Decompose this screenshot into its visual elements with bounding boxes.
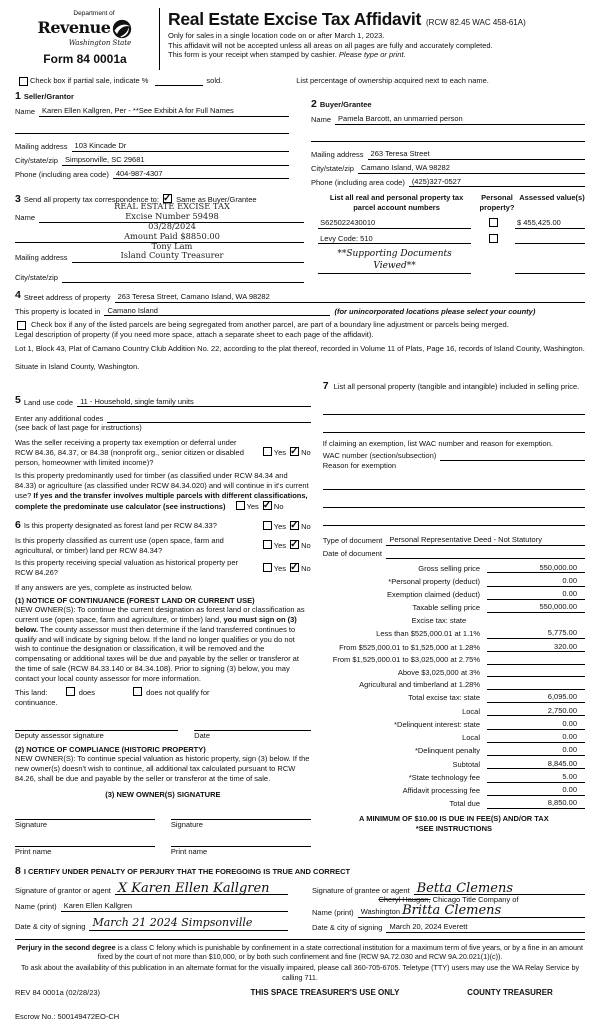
- q6b-yes-checkbox[interactable]: [263, 540, 272, 549]
- tax-computation-table: Gross selling price 550,000.00 *Personal property (deduct) 0.00 Exemption claimed (deduct) 0.00 Taxable selling price 550,000.00 Excise tax: state Less than $525,000.01 at 1.1% 5,775.00 From $525,000.01 to $1,525,000 at 1.28% 320.00 From $1,525,000.01 to $3,025,000 at 2.75% Above $3,025,000 at 3% Agricultural and timberland at 1.28% Total excise tax: state 6,095.00 Local 2,750.00 *Delinquent interest: state 0.00 Local 0.00 *Delinquent penalty 0.00 Subtotal 8,845.00 *State technology fee 5.00 Affidavit processing fee 0.00 Total due 8,850.00: [323, 563, 585, 810]
- form-number: Form 84 0001a: [43, 52, 127, 67]
- legal-description-text: Lot 1, Block 43, Plat of Camano Country Club Addition No. 22, according to the plat thereof, recorded in Volume 11 of Plats, Page 16, records of Island County, Washington.: [15, 344, 585, 354]
- parcel-numbers-header: List all real and personal property tax parcel account numbers: [329, 193, 464, 213]
- corr-csz-field[interactable]: [62, 273, 304, 283]
- q5a-yes-checkbox[interactable]: [263, 447, 272, 456]
- section-7-number: 7: [322, 379, 329, 392]
- owner-signature-2-line[interactable]: [171, 809, 311, 820]
- supporting-docs-row: [318, 249, 585, 273]
- subtotal-field[interactable]: 8,845.00: [487, 759, 585, 770]
- reason-exemption-label: Reason for exemption: [322, 461, 397, 471]
- dept-of-label: Department of: [73, 10, 115, 17]
- seller-name2-field[interactable]: [15, 124, 289, 134]
- land-use-label: Land use code: [23, 397, 74, 407]
- grantee-signature-label: Signature of grantee or agent: [312, 885, 410, 895]
- same-as-buyer-label: Same as Buyer/Grantee: [176, 195, 257, 205]
- tier2-tax-field[interactable]: 320.00: [487, 642, 585, 653]
- local-tax-field[interactable]: 2,750.00: [487, 706, 585, 717]
- land-use-field[interactable]: 11 - Household, single family units: [77, 397, 311, 408]
- parties-section: [15, 90, 585, 188]
- seller-grantor-block: [15, 90, 289, 188]
- owner-signature-1-block: [15, 809, 155, 830]
- personal-property-line-2[interactable]: [323, 423, 585, 433]
- buyer-heading: Buyer/Grantee: [319, 99, 372, 109]
- seller-phone-label: Phone (including area code): [15, 169, 109, 179]
- corr-csz-label: City/state/zip: [15, 273, 58, 283]
- deputy-assessor-signature-block: [15, 720, 178, 741]
- personal-property-heading: List all personal property (tangible and intangible) included in selling price.: [333, 381, 580, 391]
- state-technology-fee-field[interactable]: 5.00: [487, 772, 585, 783]
- revenue-wordmark: Revenue: [37, 18, 111, 38]
- stamp-line-6: Island County Treasurer: [120, 250, 224, 261]
- located-in-label: This property is located in: [15, 306, 101, 316]
- tax-correspondence-section: [15, 193, 585, 283]
- q6b-no-checkbox[interactable]: [290, 540, 299, 549]
- correspondence-heading: Send all property tax correspondence to:: [23, 195, 159, 205]
- tier3-tax-field[interactable]: [487, 655, 585, 665]
- grantee-signature-block: [312, 879, 585, 933]
- street-address-field[interactable]: 263 Teresa Street, Camano Island, WA 98282: [115, 292, 585, 303]
- personal-property-line-1[interactable]: [323, 405, 585, 415]
- this-land-label: This land:: [15, 688, 48, 698]
- owner-print-2-line[interactable]: [171, 836, 311, 847]
- grantor-date-label: Date & city of signing: [15, 921, 86, 931]
- taxable-selling-price-field[interactable]: 550,000.00: [487, 602, 585, 613]
- new-owners-signature-title: (3) NEW OWNER(S) SIGNATURE: [105, 789, 221, 799]
- tier4-tax-field[interactable]: [487, 667, 585, 677]
- seller-name-field[interactable]: Karen Ellen Kallgren, Per - **See Exhibit A for Full Names: [39, 106, 289, 117]
- personal-property-checkbox-2[interactable]: [489, 234, 498, 243]
- excise-tax-state-header: Excise tax: state: [411, 616, 467, 626]
- segregated-parcel-label: Check box if any of the listed parcels are being segregated from another parcel, are part of a boundary line adjustment or parcels being merged.: [31, 320, 509, 330]
- page-title: Real Estate Excise Tax Affidavit: [168, 9, 422, 29]
- delinquent-interest-state-field[interactable]: 0.00: [487, 719, 585, 730]
- grantor-date-field[interactable]: March 21 2024 Simpsonville: [89, 916, 288, 931]
- dor-swirl-icon: [112, 19, 132, 39]
- exemption-claimed-field[interactable]: 0.00: [487, 589, 585, 600]
- type-of-document-label: Type of document: [322, 535, 383, 545]
- situate-text: Situate in Island County, Washington.: [15, 361, 140, 371]
- header-divider: [159, 8, 160, 70]
- total-due-field[interactable]: 8,850.00: [487, 798, 585, 809]
- total-excise-state-field[interactable]: 6,095.00: [487, 692, 585, 703]
- buyer-csz-field[interactable]: Camano Island, WA 98282: [358, 163, 585, 174]
- header-note-1: Only for sales in a single location code on or after March 1, 2023.: [168, 30, 385, 40]
- certification-statement: I CERTIFY UNDER PENALTY OF PERJURY THAT THE FOREGOING IS TRUE AND CORRECT: [23, 866, 351, 876]
- street-address-label: Street address of property: [23, 292, 111, 302]
- exemption-note: If claiming an exemption, list WAC number and reason for exemption.: [322, 439, 553, 449]
- buyer-name2-field[interactable]: [311, 132, 585, 142]
- q5b-yes-checkbox[interactable]: [236, 501, 245, 510]
- sold-label: sold.: [206, 76, 223, 85]
- section-8-number: 8: [15, 864, 21, 877]
- property-address-section: [15, 289, 585, 372]
- q5a-no-checkbox[interactable]: [290, 447, 299, 456]
- stamp-line-1: REAL ESTATE EXCISE TAX: [114, 201, 230, 212]
- stamp-line-4: Amount Paid $8850.00: [124, 230, 220, 241]
- reason-line-2[interactable]: [323, 498, 585, 508]
- notice-continuance-title: (1) NOTICE OF CONTINUANCE (FOREST LAND OR CURRENT USE): [15, 595, 255, 605]
- personal-property-header: Personal property?: [479, 193, 515, 213]
- seller-phone-field[interactable]: 404-987-4307: [113, 169, 289, 180]
- timber-agriculture-question: Is this property predominantly used for timber (as classified under RCW 84.34 and 84.33) or agriculture (as classified under RCW 84.34.020) and will continue in it's current use? If yes and the transfer involves multiple parcels with different classifications, complete the predominate use calculator (see instructions) Yes ✓ No: [15, 471, 311, 511]
- wac-number-field[interactable]: [440, 451, 585, 461]
- parcel-table: [318, 193, 585, 283]
- type-or-print-note: Please type or print.: [338, 50, 406, 60]
- header-note-3: This form is your receipt when stamped by cashier. Please type or print.: [168, 50, 406, 60]
- historical-property-question: Is this property receiving special valuation as historical property per RCW 84.26?: [15, 558, 239, 578]
- escrow-number: Escrow No.: 500149472EO-CH: [15, 1012, 120, 1022]
- washington-state-label: Washington State: [68, 39, 132, 48]
- buyer-name-label: Name: [311, 115, 332, 125]
- seller-name-label: Name: [15, 107, 36, 117]
- buyer-name-field[interactable]: Pamela Barcott, an unmarried person: [335, 114, 585, 125]
- owner-signature-2-block: [171, 809, 311, 830]
- seller-address-label: Mailing address: [15, 142, 68, 152]
- levy-code-field[interactable]: Levy Code: 510: [318, 234, 471, 245]
- supporting-documents-stamp: **Supporting Documents Viewed**: [318, 249, 471, 273]
- page-footer: [15, 988, 585, 998]
- reason-line-1[interactable]: [323, 480, 585, 490]
- title-company-note: Cheryl Haugan, Chicago Title Company of: [378, 895, 519, 905]
- minimum-due-note: A MINIMUM OF $10.00 IS DUE IN FEE(S) AND/OR TAX: [358, 814, 549, 824]
- owner-signature-2-label: Signature: [170, 820, 203, 830]
- deputy-assessor-signature-line[interactable]: [15, 720, 178, 731]
- partial-sale-checkbox[interactable]: [19, 77, 28, 86]
- current-use-question: Is this property classified as current use (open space, farm and agricultural, or timber) land per RCW 84.34?: [15, 535, 224, 555]
- delinquent-interest-local-field[interactable]: 0.00: [487, 732, 585, 743]
- rcw-reference: (RCW 82.45 WAC 458-61A): [426, 18, 526, 27]
- left-column: 5 Land use code 11 - Household, single family units Enter any additional codes (see back of last page for instructions) Was the seller receiving a property tax exemption or deferral under RCW 84.36, 84.37, or 84.38 (nonprofit org., senior citizen or disabled person, homeowner with limited income)? Yes ✓ No Is this property predominantly used for timber (as classified under RCW 84.34 and 84.33) or agriculture (as classified under RCW 84.34.020) and will continue in it's current use? If yes and the transfer involves multiple parcels with different classifications, complete the predominate use calculator (see instructions) Yes ✓ No 6 Is this property designated as forest land per RCW 84.33? Yes ✓ No Is this property classified as current use (open space, farm and agricultural, or timber) land per RCW 84.34? Yes ✓ No Is this property receiving special valuation as historical property per RCW 84.26? Yes ✓ No If any answers are yes, complete as instructed below. (1) NOTICE OF CONTINUANCE (FOREST LAND OR CURRENT USE) NEW OWNER(S): To continue the current designation as forest land or classification as current use (open space, farm and agriculture, or timber) land, you must sign on (3) below. The county assessor must then determine if the land transferred continues to qualify and will indicate by signing below. If the land no longer qualifies or you do not wish to continue the designation or classification, it will be removed and the compensating or additional taxes will be due and payable by the seller or transferor at the time of sale (RCW 84.33.140 or 84.34.108). Prior to signing (3) below, you may contact your local county assessor for more information. This land: does does not qualify for continuance. Deputy assessor signature Date (2) NOTICE OF COMPLIANCE (HISTORIC PROPERTY) NEW OWNER(S): To continue special valuation as historic property, sign (3) below. If the new owner(s) doesn't wish to continue, all additional tax calculated pursuant to RCW 84.26, shall be due and payable by the seller or transferor at the time of sale. (3) NEW OWNER(S) SIGNATURE Signature Signature Print name Print name: [15, 380, 311, 857]
- continuance-label: continuance.: [15, 698, 58, 708]
- personal-property-deduct-field[interactable]: 0.00: [487, 576, 585, 587]
- tier1-tax-field[interactable]: 5,775.00: [487, 628, 585, 639]
- grantee-print-label: Name (print): [312, 908, 354, 918]
- section-1-number: 1: [15, 89, 21, 102]
- personal-property-section: [323, 380, 585, 394]
- additional-codes-note: (see back of last page for instructions): [15, 423, 142, 433]
- grantee-date-field[interactable]: March 20, 2024 Everett: [386, 922, 585, 933]
- notice-compliance-title: (2) NOTICE OF COMPLIANCE (HISTORIC PROPERTY): [15, 744, 206, 754]
- seller-address-field[interactable]: 103 Kincade Dr: [72, 141, 289, 152]
- corr-name-label: Name: [15, 213, 36, 223]
- certification-section: [15, 865, 585, 933]
- buyer-phone-field[interactable]: (425)327-0527: [409, 177, 585, 188]
- grantor-signature-field[interactable]: X Karen Ellen Kallgren: [115, 883, 288, 896]
- q6a-yes-checkbox[interactable]: [263, 521, 272, 530]
- notice-continuance-body: NEW OWNER(S): To continue the current designation as forest land or classification as current use (open space, farm and agriculture, or timber) land, you must sign on (3) below. The county assessor must then determine if the land transferred continues to qualify and will indicate by signing below. If the land no longer qualifies or you do not wish to continue the designation or classification, it will be removed and the compensating or additional taxes will be due and payable by the seller or transferor at the time of sale (RCW 84.33.140 or 84.34.108). Prior to signing (3) below, you may contact your local county assessor for more information.: [15, 605, 305, 683]
- grantee-print-handwriting: Britta Clemens: [402, 903, 502, 919]
- additional-codes-label: Enter any additional codes: [15, 413, 104, 423]
- delinquent-penalty-field[interactable]: 0.00: [487, 745, 585, 756]
- grantor-signature-block: [15, 879, 288, 933]
- q5b-no-checkbox[interactable]: [263, 501, 272, 510]
- notice-compliance-body: NEW OWNER(S): To continue special valuation as historic property, sign (3) below. If the new owner(s) doesn't wish to continue, all additional tax calculated pursuant to RCW 84.26, shall be due and payable by the seller or transferor at the time of sale.: [15, 754, 310, 783]
- correspondence-block: [15, 193, 304, 283]
- this-land-row: This land: does does not qualify for: [15, 688, 210, 698]
- ownership-percent-note: List percentage of ownership acquired next to each name.: [296, 76, 489, 85]
- segregated-parcel-checkbox[interactable]: [17, 321, 26, 330]
- q6c-no-checkbox[interactable]: [290, 563, 299, 572]
- grantee-date-label: Date & city of signing: [312, 922, 383, 932]
- header-note-2: This affidavit will not be accepted unless all areas on all pages are fully and accurately completed.: [168, 40, 493, 50]
- located-in-field[interactable]: Camano Island: [104, 306, 330, 317]
- grantee-signature-field[interactable]: Betta Clemens: [414, 883, 585, 896]
- seller-heading: Seller/Grantor: [23, 91, 74, 101]
- section-3-number: 3: [15, 193, 21, 206]
- wac-number-label: WAC number (section/subsection): [322, 451, 437, 461]
- assessed-value-field-3[interactable]: [515, 264, 585, 274]
- owner-signature-1-label: Signature: [15, 820, 48, 830]
- rev-number: REV 84 0001a (02/28/23): [15, 987, 101, 997]
- alternate-format-notice: To ask about the availability of this publication in an alternate format for the visually impaired, please call 360-705-6705. Teletype (TTY) users may use the WA Relay Service by calling 711.: [20, 963, 580, 982]
- grantor-signature-label: Signature of grantor or agent: [15, 885, 111, 895]
- corr-address-label: Mailing address: [15, 253, 68, 263]
- partial-sale-label: Check box if partial sale, indicate %: [30, 76, 149, 85]
- date-of-document-field[interactable]: [386, 549, 585, 559]
- owner-signature-1-line[interactable]: [15, 809, 155, 820]
- form-header: [15, 6, 585, 70]
- owner-print-2-label: Print name: [170, 847, 208, 857]
- any-answers-yes-note: If any answers are yes, complete as instructed below.: [15, 582, 193, 592]
- perjury-notice: Perjury in the second degree is a class C felony which is punishable by confinement in a state correctional institution for a maximum term of five years, or by a fine in an amount fixed by the court of not more than $10,000, or by both such confinement and fine (RCW 9A.72.030 and RCW 9A.20.021(1)(c)). To ask about the availability of this publication in an alternate format for the visually impaired, please call 360-705-6705. Teletype (TTY) users may use the WA Relay Service by calling 711.: [15, 939, 585, 982]
- stamp-line-2: Excise Number 59498: [125, 211, 219, 222]
- gross-selling-price-field[interactable]: 550,000.00: [487, 563, 585, 574]
- reason-line-3[interactable]: [323, 516, 585, 526]
- q6a-no-checkbox[interactable]: [290, 521, 299, 530]
- owner-print-1-line[interactable]: [15, 836, 155, 847]
- stamp-line-3: 03/28/2024: [148, 220, 196, 231]
- land-does-checkbox[interactable]: [66, 687, 75, 696]
- personal-property-checkbox-1[interactable]: [489, 218, 498, 227]
- seller-csz-field[interactable]: Simpsonville, SC 29681: [62, 155, 289, 166]
- land-does-not-checkbox[interactable]: [133, 687, 142, 696]
- assessed-value-field-2[interactable]: [515, 234, 585, 244]
- grantor-print-field[interactable]: Karen Ellen Kallgren: [61, 901, 288, 912]
- owner-print-1-label: Print name: [15, 847, 52, 857]
- treasurer-stamp: [87, 202, 257, 261]
- parcel-row: [318, 218, 585, 229]
- assessed-value-header: Assessed value(s): [519, 193, 585, 203]
- owner-print-1-block: [15, 836, 155, 857]
- seller-csz-label: City/state/zip: [15, 155, 58, 165]
- owner-print-2-block: [171, 836, 311, 857]
- exemption-deferral-question: Was the seller receiving a property tax exemption or deferral under RCW 84.36, 84.37, or 84.38 (nonprofit org., senior citizen or disabled person, homeowner with limited income)?: [15, 438, 244, 467]
- buyer-grantee-block: [311, 90, 585, 188]
- buyer-csz-label: City/state/zip: [311, 163, 354, 173]
- partial-sale-percent-field[interactable]: [155, 77, 203, 86]
- type-of-document-field[interactable]: Personal Representative Deed - Not Statutory: [386, 535, 585, 546]
- deputy-date-block: [194, 720, 311, 741]
- legal-description-label: Legal description of property (if you need more space, attach a separate sheet to each page of the affidavit).: [15, 330, 374, 340]
- right-column: [323, 380, 585, 857]
- additional-codes-field[interactable]: [107, 413, 310, 423]
- section-6-number: 6: [15, 519, 21, 532]
- agricultural-tax-field[interactable]: [487, 680, 585, 690]
- deputy-date-label: Date: [194, 730, 211, 740]
- unincorporated-note: (for unincorporated locations please select your county): [334, 306, 536, 316]
- q6c-yes-checkbox[interactable]: [263, 563, 272, 572]
- grantor-print-label: Name (print): [15, 902, 57, 912]
- buyer-address-label: Mailing address: [311, 150, 364, 160]
- see-instructions-note: *SEE INSTRUCTIONS: [415, 823, 492, 833]
- forest-land-question: Is this property designated as forest land per RCW 84.33?: [23, 521, 217, 531]
- levy-code-row: [318, 234, 585, 245]
- grantee-print-field[interactable]: Washington Britta Clemens: [358, 905, 585, 918]
- section-2-number: 2: [311, 97, 317, 110]
- date-of-document-label: Date of document: [322, 548, 382, 558]
- buyer-address-field[interactable]: 263 Teresa Street: [368, 149, 585, 160]
- buyer-phone-label: Phone (including area code): [311, 177, 405, 187]
- stamp-line-5: Tony Lam: [151, 240, 193, 251]
- parcel-number-field[interactable]: S625022430010: [318, 218, 471, 229]
- county-treasurer-label: COUNTY TREASURER: [467, 987, 553, 997]
- assessed-value-field[interactable]: $ 455,425.00: [515, 218, 585, 229]
- section-5-number: 5: [15, 393, 21, 406]
- partial-sale-row: [17, 76, 585, 86]
- dor-logo: [15, 6, 155, 68]
- section-4-number: 4: [15, 289, 21, 302]
- deputy-date-line[interactable]: [194, 720, 311, 731]
- deputy-assessor-label: Deputy assessor signature: [15, 730, 104, 740]
- affidavit-processing-fee-field[interactable]: 0.00: [487, 785, 585, 796]
- treasurer-use-only-label: THIS SPACE TREASURER'S USE ONLY: [250, 987, 400, 997]
